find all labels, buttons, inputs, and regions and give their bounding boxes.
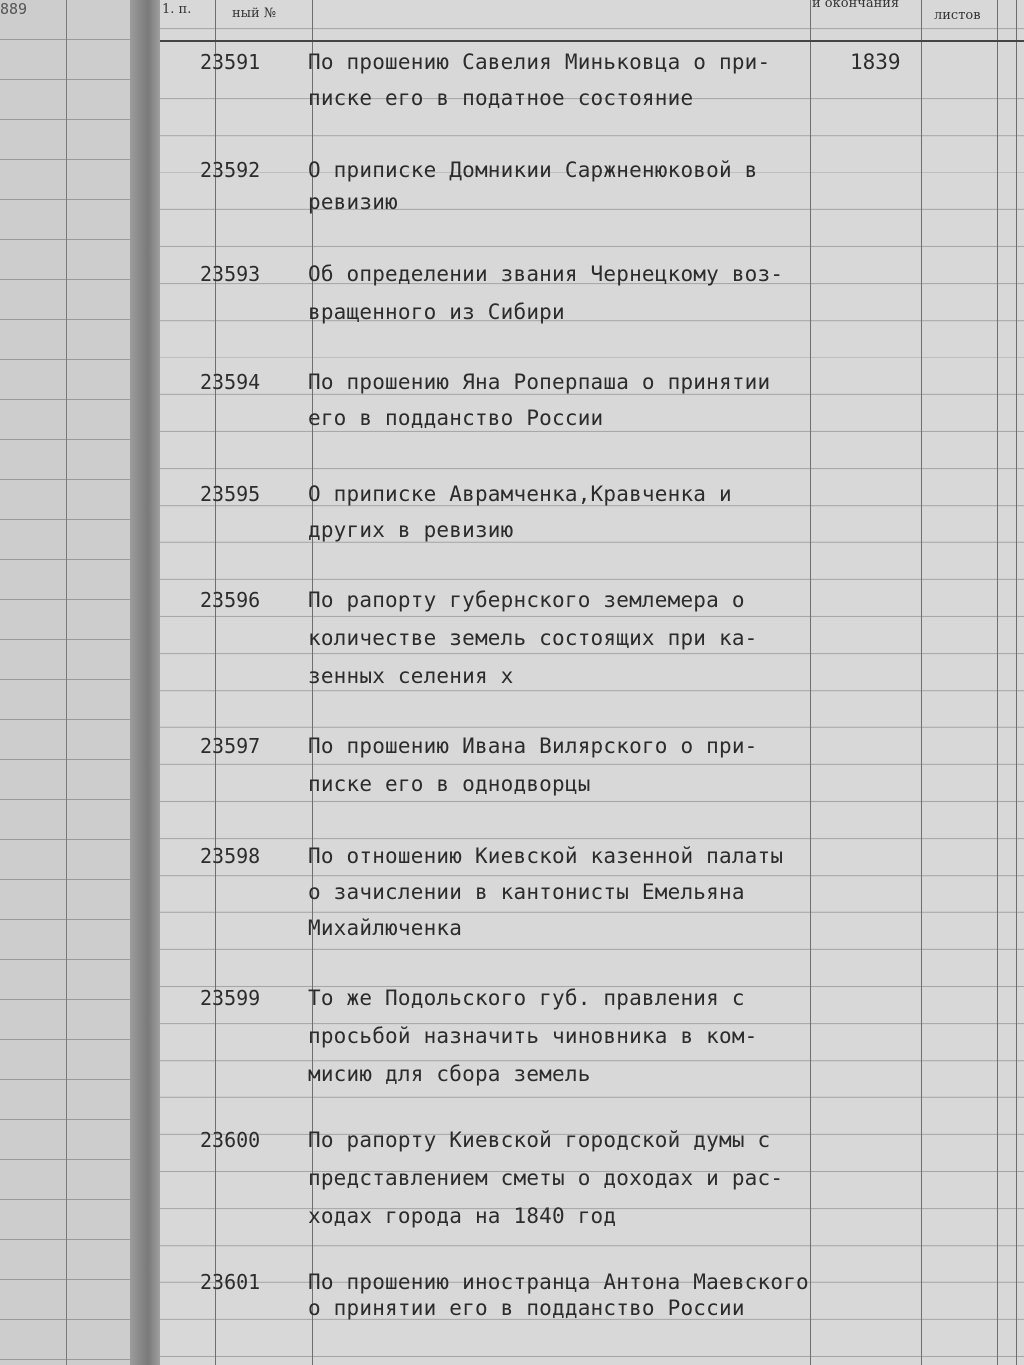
entry-line: По отношению Киевской казенной палаты (308, 844, 784, 868)
entry-line: писке его в податное состояние (308, 86, 694, 110)
entry-line: По прошению Ивана Вилярского о при- (308, 734, 758, 758)
entry-line: Михайлюченка (308, 916, 463, 940)
entry-line: его в подданство России (308, 406, 604, 430)
entry-number: 23601 (200, 1270, 261, 1294)
entry-number: 23592 (200, 158, 261, 182)
header-col-number: 1. п. (162, 2, 192, 17)
entry-line: О приписке Домникии Саржненюковой в (308, 158, 758, 182)
entry-number: 23600 (200, 1128, 261, 1152)
entry-number: 23599 (200, 986, 261, 1010)
entry-line: о принятии его в подданство России (308, 1296, 745, 1320)
header-col-archive-number: ный № (232, 6, 277, 21)
entry-line: По рапорту Киевской городской думы с (308, 1128, 771, 1152)
entry-line: мисию для сбора земель (308, 1062, 591, 1086)
entry-number: 23598 (200, 844, 261, 868)
entry-line: зенных селения х (308, 664, 514, 688)
entry-line: ходах города на 1840 год (308, 1204, 617, 1228)
entry-number: 23593 (200, 262, 261, 286)
header-col-end: и окончания (812, 0, 900, 11)
entry-line: просьбой назначить чиновника в ком- (308, 1024, 758, 1048)
entry-line: писке его в однодворцы (308, 772, 591, 796)
entry-line: По рапорту губернского землемера о (308, 588, 745, 612)
year-value: 1839 (850, 50, 901, 74)
entry-line: По прошению иностранца Антона Маевского (308, 1270, 809, 1294)
entry-number: 23595 (200, 482, 261, 506)
entry-line: То же Подольского губ. правления с (308, 986, 745, 1010)
entry-line: ревизию (308, 190, 398, 214)
entry-line: количестве земель состоящих при ка- (308, 626, 758, 650)
entry-line: вращенного из Сибири (308, 300, 565, 324)
entry-number: 23597 (200, 734, 261, 758)
left-page-corner-text: 889 (0, 0, 28, 18)
entry-line: о зачислении в кантонисты Емельяна (308, 880, 745, 904)
entry-line: других в ревизию (308, 518, 514, 542)
entry-line: По прошению Яна Роперпаша о принятии (308, 370, 771, 394)
header-col-sheets: листов (934, 8, 981, 23)
entry-number: 23596 (200, 588, 261, 612)
entry-number: 23591 (200, 50, 261, 74)
entry-number: 23594 (200, 370, 261, 394)
entry-line: О приписке Аврамченка,Кравченка и (308, 482, 732, 506)
entry-line: По прошению Савелия Миньковца о при- (308, 50, 771, 74)
entry-line: представлением сметы о доходах и рас- (308, 1166, 784, 1190)
entry-line: Об определении звания Чернецкому воз- (308, 262, 784, 286)
